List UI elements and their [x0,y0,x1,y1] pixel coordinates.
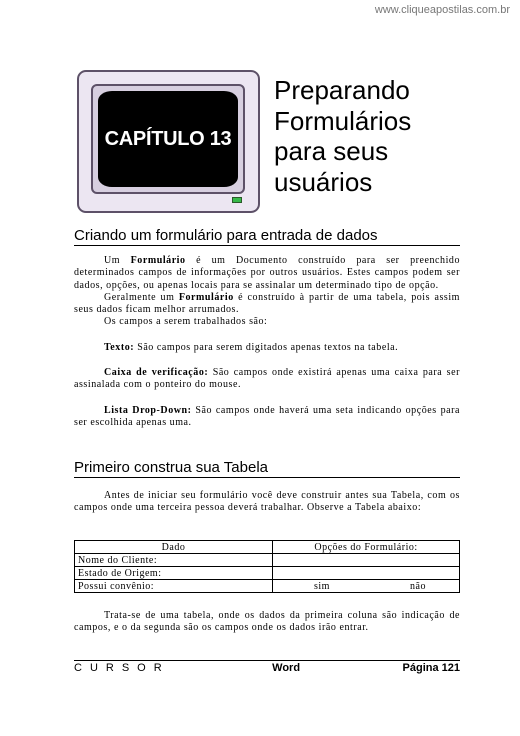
chapter-title [274,75,474,197]
section-heading-primeiro: Primeiro construa sua Tabela [74,459,460,478]
table-cell: Possui convênio: [75,580,273,593]
table-row [75,554,460,567]
bold-term: Formulário [130,255,186,266]
table-cell: Estado de Origem: [75,567,273,580]
section2-outro [74,610,460,635]
bold-term: Formulário [178,291,234,303]
table-cell [273,554,460,567]
monitor-screen [98,91,238,187]
table-row [75,580,460,593]
chapter-title-line: para seus [274,136,389,166]
chapter-title-line: Formulários [274,105,412,136]
power-led-icon [232,197,242,203]
table-header: Opções do Formulário: [273,541,460,554]
field-type-lista: Lista Drop-Down: São campos onde haverá uma seta indicando opções para ser escolhida apenas uma. [74,404,460,428]
watermark: www.cliqueapostilas.com.br [374,4,510,16]
field-type-caixa: Caixa de verificação: São campos onde existirá apenas uma caixa para ser assinalada com o ponteiro do mouse. [74,367,460,391]
monitor-bezel [91,84,245,194]
chapter-title-line: usuários [274,166,373,197]
footer-course: CURSOR [74,662,170,674]
chapter-label: CAPÍTULO 13 [104,127,232,150]
table-cell [273,567,460,580]
section2-intro [74,490,460,515]
monitor-illustration [77,70,260,213]
footer-page-number: Página 121 [402,662,460,674]
option-sim: sim [314,580,330,592]
table-row [75,567,460,580]
paragraph: Geralmente um Formulário é construído à partir de uma tabela, pois assim seus dados ficam melhor arrumados. [74,291,460,316]
table-header-row [75,541,460,554]
paragraph: Trata-se de uma tabela, onde os dados da primeira coluna são indicação de campos, e o da segunda são os campos onde os dados irão entrar. [74,610,460,634]
field-type-texto: Texto: São campos para serem digitados apenas textos na tabela. [104,341,399,353]
paragraph: Os campos a serem trabalhados são: [104,316,268,328]
example-table [74,540,460,593]
table-cell: Nome do Cliente: [75,554,273,567]
footer-subject: Word [272,662,301,674]
chapter-title-line: Preparando [274,75,410,105]
section-heading-criando: Criando um formulário para entrada de dados [74,227,460,246]
option-nao: não [410,580,426,592]
paragraph: Antes de iniciar seu formulário você deve construir antes sua Tabela, com os campos onde uma terceira pessoa deverá trabalhar. Observe a Tabela abaixo: [74,490,460,514]
page-footer [74,660,460,674]
section1-body [74,255,460,429]
paragraph: Um Formulário é um Documento construído para ser preenchido determinados campos de informações por outros usuários. Estes campos podem ser dados, opções, ou apenas locais para se assinalar um determinado tipo de opção. [74,255,460,291]
table-cell [273,580,460,593]
table-header: Dado [75,541,273,554]
